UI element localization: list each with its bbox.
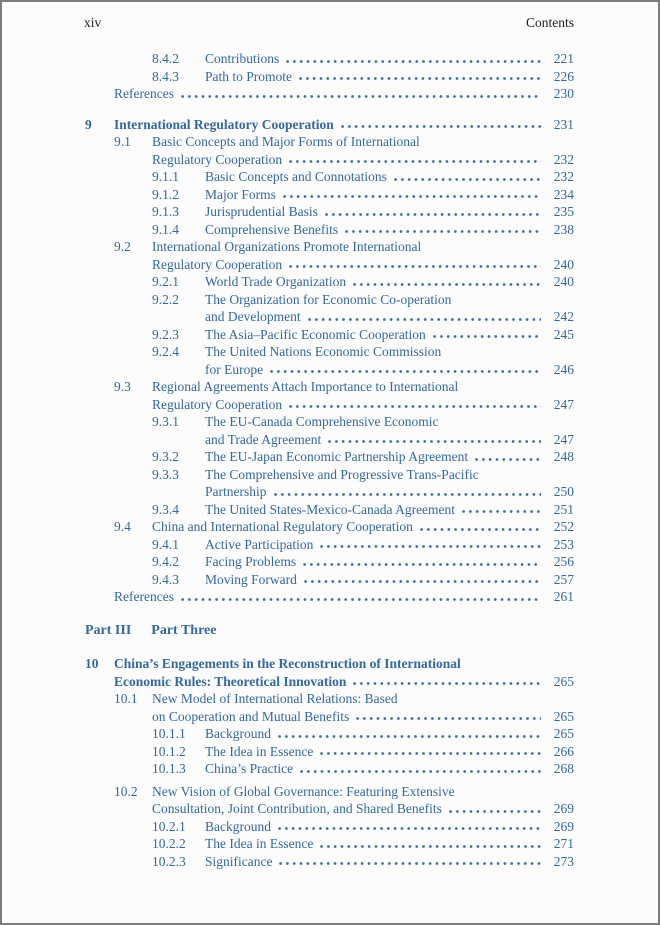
dot-leader <box>394 177 541 182</box>
entry-last-line <box>205 50 574 68</box>
dot-leader <box>304 579 541 584</box>
entry-title: Part Three <box>151 622 217 638</box>
entry-title-block <box>152 518 574 536</box>
entry-title-block <box>205 413 574 448</box>
entry-number: 9.4.1 <box>152 536 179 552</box>
dot-leader <box>270 369 541 374</box>
entry-title-line: New Model of International Relations: Based <box>152 691 398 706</box>
entry-title-block <box>114 85 574 103</box>
entry-page-number: 256 <box>553 554 574 569</box>
entry-last-line <box>205 818 574 836</box>
entry-title-block <box>152 783 574 818</box>
entry-title-block <box>205 725 574 743</box>
entry-number: 10.1.1 <box>152 726 186 741</box>
entry-title: The Idea in Essence <box>205 743 314 759</box>
entry-last-line <box>114 588 574 606</box>
dot-leader <box>274 492 542 497</box>
dot-leader <box>341 124 541 129</box>
toc-entry-9.3.4 <box>84 501 574 519</box>
entry-title: Basic Concepts and Connotations <box>205 169 387 184</box>
entry-title: and Development <box>205 309 301 324</box>
dot-leader <box>462 509 541 514</box>
dot-leader <box>320 751 541 756</box>
entry-page-number: 235 <box>553 204 574 219</box>
entry-title-block <box>151 622 574 640</box>
entry-last-line <box>152 518 574 536</box>
entry-title-block <box>152 378 574 413</box>
entry-title: Contributions <box>205 51 280 66</box>
entry-last-line <box>205 186 574 204</box>
entry-title-line: The United Nations Economic Commission <box>205 344 442 359</box>
entry-title-line: Regional Agreements Attach Importance to International <box>152 379 459 394</box>
entry-page-number: 265 <box>553 673 574 689</box>
entry-title: References <box>114 86 174 101</box>
entry-last-line <box>205 68 574 86</box>
entry-last-line <box>205 361 574 379</box>
entry-title-block <box>205 571 574 589</box>
entry-title-block <box>205 168 574 186</box>
entry-title: The EU-Japan Economic Partnership Agreement <box>205 449 469 464</box>
toc-entry-10 <box>84 655 574 690</box>
entry-title: Jurisprudential Basis <box>205 204 318 219</box>
entry-title-block <box>152 133 574 168</box>
entry-number: 9 <box>85 116 92 132</box>
entry-title-line: New Vision of Global Governance: Featuring Extensive <box>152 783 455 799</box>
entry-title-block <box>205 501 574 519</box>
dot-leader <box>283 194 541 199</box>
dot-leader <box>286 59 541 64</box>
dot-leader <box>320 844 541 849</box>
entry-page-number: 248 <box>553 449 574 464</box>
entry-page-number: 231 <box>553 116 574 132</box>
entry-number: 10.1 <box>114 691 138 706</box>
entry-page-number: 238 <box>553 221 574 237</box>
entry-title-block <box>205 743 574 761</box>
toc-entry-9.2 <box>84 238 574 273</box>
toc-entry-part-iii <box>84 622 574 640</box>
entry-number: 9.3.3 <box>152 466 179 482</box>
entry-number: 9.4 <box>114 519 131 534</box>
entry-number: 9.4.3 <box>152 571 179 587</box>
dot-leader <box>299 76 541 81</box>
entry-page-number: 221 <box>553 51 574 66</box>
toc-entry-10.1 <box>84 690 574 725</box>
dot-leader <box>353 681 541 686</box>
entry-title-block <box>205 853 574 871</box>
entry-page-number: 268 <box>553 761 574 776</box>
entry-title-block <box>152 238 574 273</box>
toc-entry-10.1.3 <box>84 760 574 778</box>
entry-page-number: 257 <box>553 571 574 587</box>
entry-page-number: 226 <box>553 68 574 84</box>
entry-title: Regulatory Cooperation <box>152 256 283 272</box>
entry-number: 10.1.3 <box>152 761 186 776</box>
toc-entry-9.2.3 <box>84 326 574 344</box>
dot-leader <box>475 457 541 462</box>
entry-title: for Europe <box>205 361 264 377</box>
entry-page-number: 234 <box>553 186 574 202</box>
entry-number: 10.2 <box>114 783 138 799</box>
toc-list <box>84 50 574 870</box>
entry-title: Consultation, Joint Contribution, and Shared Benefits <box>152 801 442 816</box>
entry-number: 9.3.2 <box>152 449 179 464</box>
entry-title-block <box>205 291 574 326</box>
entry-number: 9.1 <box>114 134 131 149</box>
entry-number: 9.3.4 <box>152 501 179 517</box>
entry-number: 10.2.1 <box>152 818 186 834</box>
toc-entry-10.2.3 <box>84 853 574 871</box>
entry-number: 10.2.2 <box>152 836 186 851</box>
toc-entry-9 <box>84 116 574 134</box>
entry-number: 10 <box>85 656 99 671</box>
dot-leader <box>278 734 541 739</box>
entry-title: Regulatory Cooperation <box>152 396 283 412</box>
entry-title-block <box>114 588 574 606</box>
toc-entry-9.1.4 <box>84 221 574 239</box>
toc-entry-10.2 <box>84 783 574 818</box>
toc-entry-9.4.3 <box>84 571 574 589</box>
entry-title-line: The Comprehensive and Progressive Trans-Pacific <box>205 466 479 482</box>
toc-entry-9.1 <box>84 133 574 168</box>
entry-title: International Regulatory Cooperation <box>114 116 334 132</box>
entry-title: Economic Rules: Theoretical Innovation <box>114 673 347 689</box>
entry-title: Active Participation <box>205 536 314 552</box>
entry-title: China’s Practice <box>205 761 294 776</box>
dot-leader <box>356 716 541 721</box>
entry-page-number: 240 <box>553 256 574 272</box>
entry-title-line: Basic Concepts and Major Forms of International <box>152 134 420 149</box>
dot-leader <box>449 809 541 814</box>
toc-entry-9.4 <box>84 518 574 536</box>
entry-title-block <box>205 760 574 778</box>
entry-title: Moving Forward <box>205 571 297 587</box>
toc-entry-10.2.1 <box>84 818 574 836</box>
dot-leader <box>278 826 541 831</box>
entry-page-number: 232 <box>553 169 574 184</box>
entry-title: Background <box>205 726 271 741</box>
entry-title: Facing Problems <box>205 554 297 569</box>
dot-leader <box>181 94 541 99</box>
entry-title: References <box>114 589 174 604</box>
entry-title: The Asia–Pacific Economic Cooperation <box>205 326 426 342</box>
toc-entry-9.3.1 <box>84 413 574 448</box>
entry-number: 9.1.4 <box>152 221 179 237</box>
page-header <box>84 14 574 32</box>
entry-title: Comprehensive Benefits <box>205 221 339 237</box>
entry-title-block <box>205 68 574 86</box>
entry-title-block <box>205 221 574 239</box>
entry-title: Background <box>205 818 271 834</box>
toc-entry-9.2.1 <box>84 273 574 291</box>
toc-entry-10.2.2 <box>84 835 574 853</box>
entry-last-line <box>205 273 574 291</box>
entry-last-line <box>205 501 574 519</box>
entry-page-number: 273 <box>553 853 574 869</box>
dot-leader <box>420 527 541 532</box>
entry-last-line <box>205 168 574 186</box>
entry-last-line <box>205 483 574 501</box>
entry-title: on Cooperation and Mutual Benefits <box>152 708 350 724</box>
running-title: Contents <box>525 15 574 30</box>
entry-page-number: 271 <box>553 836 574 851</box>
entry-title: The United States-Mexico-Canada Agreement <box>205 501 456 517</box>
entry-number: 8.4.2 <box>152 51 179 66</box>
entry-last-line <box>205 536 574 554</box>
entry-title: Regulatory Cooperation <box>152 151 283 167</box>
entry-title-line: The Organization for Economic Co-operation <box>205 291 452 307</box>
entry-title-block <box>205 50 574 68</box>
entry-last-line <box>205 743 574 761</box>
entry-number: 9.4.2 <box>152 554 179 569</box>
entry-page-number: 232 <box>553 151 574 167</box>
dot-leader <box>289 404 541 409</box>
toc-entry-references <box>84 85 574 103</box>
toc-entry-10.1.1 <box>84 725 574 743</box>
entry-number: 9.3 <box>114 379 131 394</box>
entry-last-line <box>205 431 574 449</box>
entry-last-line <box>152 396 574 414</box>
toc-entry-8.4.3 <box>84 68 574 86</box>
entry-title: Major Forms <box>205 186 276 202</box>
entry-title-line: The EU-Canada Comprehensive Economic <box>205 414 439 429</box>
entry-page-number: 251 <box>553 501 574 517</box>
entry-last-line <box>205 326 574 344</box>
entry-title: Significance <box>205 853 273 869</box>
entry-number: 9.2 <box>114 239 131 254</box>
dot-leader <box>353 282 541 287</box>
entry-last-line <box>205 725 574 743</box>
entry-last-line <box>151 622 574 640</box>
entry-page-number: 252 <box>553 519 574 534</box>
dot-leader <box>181 597 541 602</box>
toc-entry-9.3 <box>84 378 574 413</box>
dot-leader <box>308 317 541 322</box>
entry-page-number: 265 <box>553 726 574 741</box>
entry-page-number: 261 <box>553 589 574 604</box>
toc-entry-9.3.3 <box>84 466 574 501</box>
entry-title-block <box>205 186 574 204</box>
entry-page-number: 245 <box>553 326 574 342</box>
entry-number: 9.2.1 <box>152 274 179 289</box>
dot-leader <box>320 544 541 549</box>
entry-number: 9.3.1 <box>152 414 179 429</box>
entry-last-line <box>114 116 574 134</box>
toc-entry-9.3.2 <box>84 448 574 466</box>
entry-page-number: 230 <box>553 86 574 101</box>
dot-leader <box>325 212 541 217</box>
entry-number: 9.1.2 <box>152 186 179 202</box>
folio-page-number: xiv <box>84 15 102 30</box>
entry-title-block <box>205 536 574 554</box>
entry-page-number: 265 <box>553 708 574 724</box>
entry-number: 10.1.2 <box>152 743 186 759</box>
entry-title-block <box>114 655 574 690</box>
entry-last-line <box>205 308 574 326</box>
entry-title: and Trade Agreement <box>205 431 322 447</box>
entry-title-block <box>205 448 574 466</box>
entry-number: 9.1.3 <box>152 204 179 219</box>
entry-last-line <box>205 853 574 871</box>
entry-title-block <box>205 553 574 571</box>
dot-leader <box>345 229 541 234</box>
entry-last-line <box>152 708 574 726</box>
entry-title-block <box>205 273 574 291</box>
entry-title-block <box>205 343 574 378</box>
entry-number: 10.2.3 <box>152 853 186 869</box>
entry-number: 8.4.3 <box>152 68 179 84</box>
entry-last-line <box>205 448 574 466</box>
entry-title-block <box>205 835 574 853</box>
toc-entry-10.1.2 <box>84 743 574 761</box>
entry-number: 9.2.2 <box>152 291 179 307</box>
entry-title-block <box>114 116 574 134</box>
entry-last-line <box>152 256 574 274</box>
entry-page-number: 250 <box>553 484 574 499</box>
toc-entry-9.2.2 <box>84 291 574 326</box>
toc-entry-8.4.2 <box>84 50 574 68</box>
dot-leader <box>279 861 541 866</box>
entry-title: Partnership <box>205 484 267 499</box>
dot-leader <box>328 439 541 444</box>
entry-page-number: 240 <box>553 274 574 289</box>
entry-page-number: 253 <box>553 536 574 552</box>
entry-last-line <box>205 203 574 221</box>
entry-last-line <box>205 571 574 589</box>
toc-entry-9.4.1 <box>84 536 574 554</box>
entry-page-number: 247 <box>553 431 574 447</box>
entry-page-number: 266 <box>553 743 574 759</box>
entry-number: Part III <box>85 622 132 638</box>
entry-page-number: 269 <box>553 818 574 834</box>
entry-last-line <box>114 673 574 691</box>
entry-title-block <box>205 326 574 344</box>
entry-title: The Idea in Essence <box>205 836 314 851</box>
entry-number: 9.2.3 <box>152 326 179 342</box>
entry-page-number: 269 <box>553 801 574 816</box>
dot-leader <box>303 562 541 567</box>
entry-title-block <box>205 466 574 501</box>
entry-page-number: 246 <box>553 361 574 377</box>
entry-title: China and International Regulatory Cooperation <box>152 519 413 534</box>
dot-leader <box>289 264 541 269</box>
dot-leader <box>433 334 541 339</box>
entry-page-number: 242 <box>553 309 574 324</box>
entry-last-line <box>114 85 574 103</box>
toc-entry-9.2.4 <box>84 343 574 378</box>
dot-leader <box>300 769 541 774</box>
entry-title-line: China’s Engagements in the Reconstruction of International <box>114 656 461 671</box>
entry-last-line <box>152 151 574 169</box>
toc-entry-9.1.1 <box>84 168 574 186</box>
dot-leader <box>289 159 541 164</box>
entry-title-block <box>205 203 574 221</box>
entry-title-block <box>152 690 574 725</box>
entry-last-line <box>205 835 574 853</box>
entry-title: Path to Promote <box>205 68 292 84</box>
entry-last-line <box>152 800 574 818</box>
toc-entry-references <box>84 588 574 606</box>
entry-number: 9.1.1 <box>152 169 179 184</box>
entry-last-line <box>205 221 574 239</box>
entry-page-number: 247 <box>553 396 574 412</box>
entry-title-line: International Organizations Promote International <box>152 239 422 254</box>
entry-last-line <box>205 760 574 778</box>
toc-entry-9.4.2 <box>84 553 574 571</box>
entry-last-line <box>205 553 574 571</box>
toc-entry-9.1.3 <box>84 203 574 221</box>
entry-title: World Trade Organization <box>205 274 347 289</box>
entry-number: 9.2.4 <box>152 344 179 359</box>
entry-title-block <box>205 818 574 836</box>
toc-entry-9.1.2 <box>84 186 574 204</box>
